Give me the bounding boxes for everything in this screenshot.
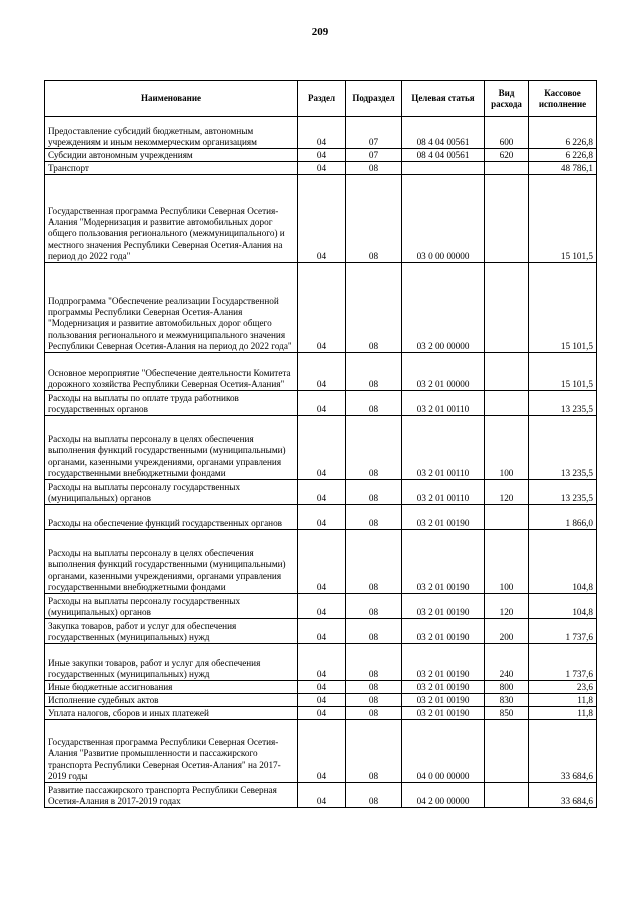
row-section-cell: 04	[298, 149, 346, 162]
row-name-cell: Расходы на обеспечение функций государственных органов	[45, 505, 298, 530]
row-section-cell: 04	[298, 117, 346, 149]
header-amount: Кассовое исполнение	[529, 81, 597, 117]
row-name-cell: Развитие пассажирского транспорта Республики Северная Осетия-Алания в 2017-2019 годах	[45, 783, 298, 808]
budget-table	[44, 80, 597, 808]
table-row	[45, 175, 597, 263]
table-row	[45, 263, 597, 353]
row-name-cell: Расходы на выплаты персоналу государственных (муниципальных) органов	[45, 594, 298, 619]
row-name-cell: Расходы на выплаты персоналу в целях обеспечения выполнения функций государственными (муниципальными) органами, казенными учреждениями, органами управления государственными внебюджетными фондами	[45, 416, 298, 480]
row-subsection-cell: 08	[346, 644, 402, 681]
row-amount-cell: 33 684,6	[529, 783, 597, 808]
table-row	[45, 594, 597, 619]
row-amount-cell: 11,8	[529, 694, 597, 707]
row-amount-cell: 13 235,5	[529, 416, 597, 480]
row-amount-cell: 33 684,6	[529, 720, 597, 783]
row-subsection-cell: 08	[346, 162, 402, 175]
row-subsection-cell: 08	[346, 353, 402, 391]
row-kind-cell: 830	[485, 694, 529, 707]
row-section-cell: 04	[298, 594, 346, 619]
table-row	[45, 694, 597, 707]
row-section-cell: 04	[298, 162, 346, 175]
row-amount-cell: 13 235,5	[529, 480, 597, 505]
header-section: Раздел	[298, 81, 346, 117]
row-name-cell: Транспорт	[45, 162, 298, 175]
row-target-cell: 08 4 04 00561	[402, 149, 485, 162]
row-name-cell: Расходы на выплаты персоналу в целях обеспечения выполнения функций государственными (муниципальными) органами, казенными учреждениями, органами управления государственными внебюджетными фондами	[45, 530, 298, 594]
row-amount-cell: 6 226,8	[529, 117, 597, 149]
row-target-cell: 03 2 01 00190	[402, 530, 485, 594]
row-target-cell: 03 2 01 00190	[402, 594, 485, 619]
row-kind-cell: 800	[485, 681, 529, 694]
row-kind-cell: 240	[485, 644, 529, 681]
row-name-cell: Государственная программа Республики Северная Осетия-Алания "Модернизация и развитие автомобильных дорог общего пользования регионального (межмуниципального) и местного значения Республики Северная Осетия-Алания на период до 2022 года"	[45, 175, 298, 263]
row-subsection-cell: 08	[346, 694, 402, 707]
table-row	[45, 530, 597, 594]
row-amount-cell: 11,8	[529, 707, 597, 720]
row-subsection-cell: 08	[346, 720, 402, 783]
row-name-cell: Исполнение судебных актов	[45, 694, 298, 707]
row-subsection-cell: 08	[346, 263, 402, 353]
row-name-cell: Расходы на выплаты персоналу государственных (муниципальных) органов	[45, 480, 298, 505]
table-row	[45, 162, 597, 175]
row-subsection-cell: 08	[346, 619, 402, 644]
row-kind-cell: 600	[485, 117, 529, 149]
row-target-cell: 04 0 00 00000	[402, 720, 485, 783]
table-row	[45, 619, 597, 644]
row-kind-cell: 100	[485, 530, 529, 594]
row-subsection-cell: 08	[346, 783, 402, 808]
row-target-cell: 03 2 01 00190	[402, 644, 485, 681]
row-subsection-cell: 08	[346, 707, 402, 720]
row-amount-cell: 23,6	[529, 681, 597, 694]
row-subsection-cell: 08	[346, 681, 402, 694]
row-section-cell: 04	[298, 644, 346, 681]
row-kind-cell	[485, 175, 529, 263]
row-target-cell: 03 2 01 00190	[402, 707, 485, 720]
row-target-cell: 03 0 00 00000	[402, 175, 485, 263]
table-row	[45, 707, 597, 720]
row-amount-cell: 1 737,6	[529, 644, 597, 681]
row-target-cell: 04 2 00 00000	[402, 783, 485, 808]
table-row	[45, 644, 597, 681]
row-kind-cell: 850	[485, 707, 529, 720]
row-amount-cell: 15 101,5	[529, 175, 597, 263]
row-kind-cell: 620	[485, 149, 529, 162]
table-row	[45, 480, 597, 505]
row-target-cell: 03 2 00 00000	[402, 263, 485, 353]
table-row	[45, 353, 597, 391]
row-amount-cell: 15 101,5	[529, 263, 597, 353]
row-section-cell: 04	[298, 707, 346, 720]
table-header-row	[45, 81, 597, 117]
row-subsection-cell: 08	[346, 530, 402, 594]
row-name-cell: Подпрограмма "Обеспечение реализации Государственной программы Республики Северная Осетия-Алания "Модернизация и развитие автомобильных дорог общего пользования регионального и межмуниципального значения Республики Северная Осетия-Алания на период до 2022 года"	[45, 263, 298, 353]
row-section-cell: 04	[298, 263, 346, 353]
row-amount-cell: 104,8	[529, 530, 597, 594]
row-section-cell: 04	[298, 783, 346, 808]
row-amount-cell: 13 235,5	[529, 391, 597, 416]
row-amount-cell: 1 866,0	[529, 505, 597, 530]
row-kind-cell	[485, 162, 529, 175]
table-row	[45, 416, 597, 480]
row-kind-cell	[485, 720, 529, 783]
row-amount-cell: 104,8	[529, 594, 597, 619]
table-row	[45, 117, 597, 149]
row-subsection-cell: 08	[346, 480, 402, 505]
row-target-cell: 03 2 01 00110	[402, 480, 485, 505]
header-kind: Вид расхода	[485, 81, 529, 117]
row-target-cell: 03 2 01 00110	[402, 391, 485, 416]
row-kind-cell	[485, 783, 529, 808]
row-section-cell: 04	[298, 391, 346, 416]
row-amount-cell: 15 101,5	[529, 353, 597, 391]
row-subsection-cell: 07	[346, 149, 402, 162]
row-target-cell: 03 2 01 00190	[402, 681, 485, 694]
table-row	[45, 783, 597, 808]
row-subsection-cell: 07	[346, 117, 402, 149]
row-amount-cell: 48 786,1	[529, 162, 597, 175]
row-name-cell: Расходы на выплаты по оплате труда работников государственных органов	[45, 391, 298, 416]
row-name-cell: Уплата налогов, сборов и иных платежей	[45, 707, 298, 720]
row-subsection-cell: 08	[346, 594, 402, 619]
row-section-cell: 04	[298, 530, 346, 594]
table-row	[45, 681, 597, 694]
row-kind-cell	[485, 353, 529, 391]
row-kind-cell: 200	[485, 619, 529, 644]
row-subsection-cell: 08	[346, 175, 402, 263]
row-section-cell: 04	[298, 720, 346, 783]
row-kind-cell: 120	[485, 594, 529, 619]
table-row	[45, 720, 597, 783]
row-amount-cell: 1 737,6	[529, 619, 597, 644]
row-name-cell: Иные бюджетные ассигнования	[45, 681, 298, 694]
table-row	[45, 505, 597, 530]
row-subsection-cell: 08	[346, 391, 402, 416]
row-target-cell: 08 4 04 00561	[402, 117, 485, 149]
row-kind-cell	[485, 263, 529, 353]
row-name-cell: Субсидии автономным учреждениям	[45, 149, 298, 162]
row-kind-cell: 100	[485, 416, 529, 480]
row-target-cell	[402, 162, 485, 175]
row-name-cell: Государственная программа Республики Северная Осетия-Алания "Развитие промышленности и пассажирского транспорта Республики Северная Осетия-Алания" на 2017-2019 годы	[45, 720, 298, 783]
row-section-cell: 04	[298, 416, 346, 480]
row-kind-cell	[485, 391, 529, 416]
header-name: Наименование	[45, 81, 298, 117]
row-section-cell: 04	[298, 681, 346, 694]
row-section-cell: 04	[298, 480, 346, 505]
row-section-cell: 04	[298, 694, 346, 707]
header-target: Целевая статья	[402, 81, 485, 117]
table-row	[45, 149, 597, 162]
row-name-cell: Предоставление субсидий бюджетным, автономным учреждениям и иным некоммерческим организациям	[45, 117, 298, 149]
row-name-cell: Иные закупки товаров, работ и услуг для обеспечения государственных (муниципальных) нужд	[45, 644, 298, 681]
table-row	[45, 391, 597, 416]
row-kind-cell: 120	[485, 480, 529, 505]
row-section-cell: 04	[298, 175, 346, 263]
row-amount-cell: 6 226,8	[529, 149, 597, 162]
row-subsection-cell: 08	[346, 416, 402, 480]
page-number: 209	[311, 26, 329, 38]
row-target-cell: 03 2 01 00190	[402, 619, 485, 644]
row-section-cell: 04	[298, 353, 346, 391]
row-target-cell: 03 2 01 00110	[402, 416, 485, 480]
header-subsection: Подраздел	[346, 81, 402, 117]
row-section-cell: 04	[298, 505, 346, 530]
row-name-cell: Закупка товаров, работ и услуг для обеспечения государственных (муниципальных) нужд	[45, 619, 298, 644]
row-section-cell: 04	[298, 619, 346, 644]
row-target-cell: 03 2 01 00190	[402, 694, 485, 707]
row-subsection-cell: 08	[346, 505, 402, 530]
row-target-cell: 03 2 01 00190	[402, 505, 485, 530]
row-kind-cell	[485, 505, 529, 530]
row-name-cell: Основное мероприятие "Обеспечение деятельности Комитета дорожного хозяйства Республики Северная Осетия-Алания"	[45, 353, 298, 391]
row-target-cell: 03 2 01 00000	[402, 353, 485, 391]
